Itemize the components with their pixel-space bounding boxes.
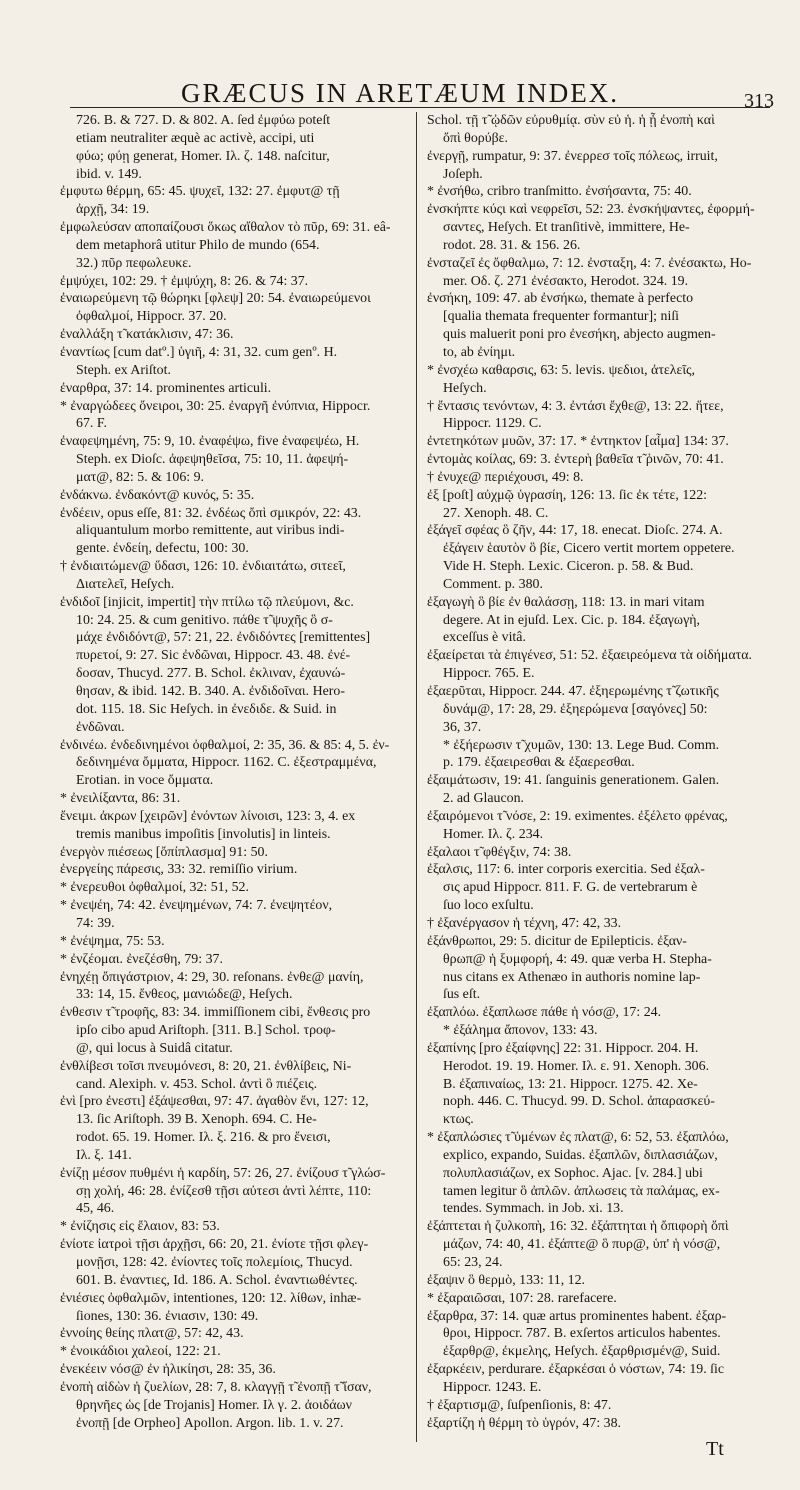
index-line: 36, 37.: [443, 719, 482, 735]
index-line: ἐξαρθρα, 37: 14. quæ artus prominentes habent. ἐξαρ-: [427, 1308, 727, 1324]
index-line: ἐξ [poſt] αὐχμῷ ὑγρασίη, 126: 13. ſic ἐκ τέτε, 122:: [427, 487, 708, 503]
index-line: μάζων, 74: 40, 41. ἐξάπτε@ ὃ πυρ@, ὑπ' ἡ νόσ@,: [443, 1237, 721, 1253]
index-line: ἐντομὰς κοίλας, 69: 3. ἐντερὴ βαθεῖα τ̃ ῥινῶν, 70: 41.: [427, 452, 724, 468]
index-line: @, qui locus à Suidâ citatur.: [76, 1040, 233, 1056]
index-line: † ἐξαρτισμ@, ſuſpenſionis, 8: 47.: [427, 1397, 612, 1413]
index-line: ipſo cibo apud Ariſtoph. [311. B.] Schol. τροφ-: [76, 1023, 336, 1039]
index-line: * ἐναργώδεες ὄνειροι, 30: 25. ἐναργῆ ἐνύπνια, Hippocr.: [60, 398, 371, 414]
index-line: † ἐξανέργασον ἡ τέχνη, 47: 42, 33.: [427, 915, 622, 931]
index-line: ἐνδέειν, opus eſſe, 81: 32. ἐνδέως ὄπὶ σμικρόν, 22: 43.: [60, 505, 362, 521]
index-line: Schol. τῇ τ̃ ᾠδῶν εὐρυθμίᾳ. σὺν εὐ ἡ. ἡ ᾖ ἐνοπὴ καὶ: [427, 113, 715, 128]
index-line: * ἐνίζησις εἰς ἔλαιον, 83: 53.: [60, 1219, 220, 1235]
index-line: † ἐνδιαιτώμεν@ ὕδασι, 126: 10. ἐνδιαιτάτω, σιτεεῖ,: [60, 559, 346, 575]
index-line: ſus eſt.: [443, 987, 481, 1003]
index-line: ἐνδάκνω. ἐνδακόντ@ κυνός, 5: 35.: [60, 487, 255, 503]
index-line: ὀφθαλμοί, Hippocr. 37. 20.: [76, 309, 227, 325]
index-line: ἐξαρκέειν, perdurare. ἐξαρκέσαι ὁ νόστων, 74: 19. ſic: [427, 1362, 725, 1378]
index-line: Ιλ. ξ. 141.: [76, 1147, 132, 1163]
index-line: ἐνίοτε ἰατροὶ τῇσι ἀρχῇσι, 66: 20, 21. ἐνίοτε τῇσι φλεγ-: [60, 1237, 369, 1253]
index-line: δοσαν, Thucyd. 277. B. Schol. ἐκλιναν, ἐχαυνώ-: [76, 666, 346, 682]
running-head: GRÆCUS IN ARETÆUM INDEX.: [180, 78, 620, 108]
index-line: δεδινημένα ὄμματα, Hippocr. 1162. C. ἐξεστραμμένα,: [76, 755, 377, 771]
index-line: δυνάμ@, 17: 28, 29. ἐξηερώμενα [σαγόνες] 50:: [443, 701, 708, 717]
index-line: ἔνειμι. ἀκρων [χειρῶν] ἐνόντων λίνοισι, 123: 3, 4. ex: [60, 808, 356, 824]
index-line: Steph. ex Ariſtot.: [76, 362, 171, 378]
index-line: ſiones, 130: 36. ἐνιασιν, 130: 49.: [76, 1308, 259, 1324]
index-line: ἐναφεψημένη, 75: 9, 10. ἐναφέψω, five ἐναφεψέω, H.: [60, 434, 360, 450]
index-line: explico, expando, Suidas. ἐξαπλῶν, διπλασιάζων,: [443, 1147, 718, 1163]
index-line: tendes. Symmach. in Job. xi. 13.: [443, 1201, 624, 1217]
index-line: rodot. 65. 19. Homer. Ιλ. ξ. 216. & pro ἔνεισι,: [76, 1130, 331, 1146]
index-line: * ἐξαραιῶσαι, 107: 28. rarefacere.: [427, 1290, 617, 1306]
index-line: ματ@, 82: 5. & 106: 9.: [76, 469, 205, 485]
index-line: ἐνεργῇ, rumpatur, 9: 37. ἐνερρεσ τοῖς πόλεως, irruit,: [427, 148, 718, 164]
index-line: σις apud Hippocr. 811. F. G. de vertebrarum è: [443, 880, 698, 896]
index-line: ἐξαρτίζη ἡ θέρμη τὸ ὑγρόν, 47: 38.: [427, 1415, 622, 1431]
index-line: ἐξαλσις, 117: 6. inter corporis exercitia. Sed ἐξαλ-: [427, 862, 705, 878]
index-line: ἐξαερῦται, Hippocr. 244. 47. ἐξηερωμένης τ̃ ζωτικῆς: [427, 684, 719, 699]
index-line: ἐννοίης θείης πλατ@, 57: 42, 43.: [60, 1326, 244, 1342]
index-line: ἐξάγειν ἑαυτὸν ὃ βίε, Cicero vertit mortem oppetere.: [443, 541, 735, 557]
index-line: ἐνθεσιν τ̃ τροφῆς, 83: 34. immiſſionem cibi, ἔνθεσις pro: [60, 1005, 371, 1021]
index-line: φύω; φύῃ generat, Homer. Ιλ. ζ. 148. naſcitur,: [76, 148, 330, 164]
index-line: θησαν, & ibid. 142. B. 340. A. ἐνδιδοῖναι. Hero-: [76, 684, 345, 699]
index-line: ἐναλλάξη τ̃ κατάκλισιν, 47: 36.: [60, 327, 234, 343]
index-line: ἐνσήκη, 109: 47. ab ἐνσήκω, themate à perfecto: [427, 291, 694, 307]
index-line: μάχε ἐνδιδόντ@, 57: 21, 22. ἐνδιδόντες [remittentes]: [76, 630, 371, 646]
index-line: * ἐνσήθω, cribro tranſmitto. ἐνσήσαντα, 75: 40.: [427, 184, 692, 200]
index-line: * ἐνεψέη, 74: 42. ἐνεψημένων, 74: 7. ἐνεψητέον,: [60, 898, 333, 914]
index-line: ἐνδῶναι.: [76, 719, 125, 735]
header-rule: [70, 107, 770, 108]
index-line: * ἐνερευθοι ὀφθαλμοί, 32: 51, 52.: [60, 880, 249, 896]
index-line: * ἐξαπλώσιες τ̃ ὑμένων ἐς πλατ@, 6: 52, 53. ἐξαπλόω,: [427, 1130, 729, 1146]
index-line: 27. Xenoph. 48. C.: [443, 505, 549, 521]
index-line: ἐξαιμάτωσιν, 19: 41. ſanguinis generationem. Galen.: [427, 773, 720, 789]
index-line: ἐνδιδοῖ [injicit, impertit] τὴν πτίλω τῷ πλεύμονι, &c.: [60, 594, 354, 610]
index-line: to, ab ἐνίημι.: [443, 344, 516, 360]
index-line: ἐνὶ [pro ἐνεστι] ἐξάψεσθαι, 97: 47. ἀγαθὸν ἔνι, 127: 12,: [60, 1094, 369, 1110]
index-line: dem metaphorâ utitur Philo de mundo (654.: [76, 237, 320, 253]
index-line: 65: 23, 24.: [443, 1255, 503, 1270]
index-line: 601. B. ἐναντιες, Id. 186. A. Schol. ἐναντιωθέντες.: [76, 1272, 358, 1288]
catchword: Tt: [706, 1438, 724, 1460]
index-line: * ἐνειλίξαντα, 86: 31.: [60, 791, 181, 807]
index-line: B. ἐξαπιναίως, 13: 21. Hippocr. 1275. 42. Xe-: [443, 1076, 698, 1092]
index-line: ἐξαψιν ὃ θερμὸ, 133: 11, 12.: [427, 1272, 585, 1288]
index-line: † ἐνυχε@ περιέχουσι, 49: 8.: [427, 469, 584, 485]
index-line: ἐξάγεῖ σφέας ὃ ζῆν, 44: 17, 18. enecat. Dioſc. 274. A.: [427, 523, 723, 539]
index-line: 13. ſic Ariſtoph. 39 B. Xenoph. 694. C. He-: [76, 1112, 317, 1128]
index-line: ἐνίζῃ μέσον πυθμένι ἡ καρδίη, 57: 26, 27. ἐνίζουσ τ̃ γλώσ-: [60, 1165, 386, 1181]
index-line: tamen legitur ὃ ἀπλῶν. ἀπλωσεις τὰ παλάμας, ex-: [443, 1183, 720, 1199]
index-line: ἐμψύχει, 102: 29. † ἐμψύχη, 8: 26. & 74: 37.: [60, 273, 309, 289]
index-line: † ἔντασις τενόντων, 4: 3. ἐντάσι ἔχθε@, 13: 22. ἥτεε,: [427, 398, 724, 414]
index-line: ἐνδινέω. ἐνδεδινημένοι ὀφθαλμοί, 2: 35, 36. & 85: 4, 5. ἐν-: [60, 737, 390, 753]
index-line: ἐναρθρα, 37: 14. prominentes articuli.: [60, 380, 272, 396]
index-line: Erotian. in voce ὄμματα.: [76, 773, 214, 789]
index-line: ſuo loco exſultu.: [443, 898, 534, 914]
index-line: ἐνηχέῃ ὄπιγάστριον, 4: 29, 30. reſonans. ἐνθε@ μανίη,: [60, 969, 364, 985]
index-line: ἐνεργείης πάρεσις, 33: 32. remiſſio virium.: [60, 862, 298, 878]
right-column: [427, 112, 770, 1442]
index-line: noph. 446. C. Thucyd. 99. D. Schol. ἀπαρασκεύ-: [443, 1094, 715, 1110]
index-line: 74: 39.: [76, 915, 115, 931]
index-line: ἐξάπτεται ἡ ζυλκοπὴ, 16: 32. ἐξάπτηται ἡ ὄπιφορὴ ὄπὶ: [427, 1219, 729, 1235]
index-line: θρηνῆες ὡς [de Trojanis] Homer. Ιλ γ. 2. ἀοιδάων: [76, 1397, 352, 1413]
index-line: aliquantulum morbo remittente, aut viribus indi-: [76, 523, 345, 539]
index-line: Herodot. 19. 19. Homer. Ιλ. ε. 91. Xenoph. 306.: [443, 1058, 710, 1074]
index-line: 2. ad Glaucon.: [443, 791, 525, 807]
index-line: θροι, Hippocr. 787. B. exſertos articulos habentes.: [443, 1326, 721, 1342]
index-line: ἐξαλαοι τ̃ φθέγξιν, 74: 38.: [427, 844, 572, 860]
index-line: ἐνιέσιες ὀφθαλμῶν, intentiones, 120: 12. λίθων, inhæ-: [60, 1290, 362, 1306]
index-line: [qualia themata frequenter formantur]; niſi: [443, 309, 680, 325]
index-line: Hippocr. 765. E.: [443, 666, 535, 682]
index-line: ἐντετηκότων μυῶν, 37: 17. * ἐντηκτον [αἷμα] 134: 37.: [427, 434, 729, 450]
index-line: σῃ χολή, 46: 28. ἐνίζεσθ τῇσι αὐτεσι ἀντὶ λέπτε, 110:: [76, 1183, 372, 1199]
index-line: ἐνθλίβεσι τοῖσι πνευμόνεσι, 8: 20, 21. ἐνθλίβεις, Ni-: [60, 1058, 352, 1074]
index-line: Διατελεῖ, Heſych.: [76, 576, 175, 592]
index-line: κτως.: [443, 1112, 474, 1128]
index-line: ibid. v. 149.: [76, 166, 142, 182]
index-line: 45, 46.: [76, 1201, 115, 1217]
index-line: πολυπλασιάζων, ex Sophoc. Ajac. [v. 284.] ubi: [443, 1165, 703, 1181]
index-line: degere. At in ejuſd. Lex. Cic. p. 184. ἐξαγωγὴ,: [443, 612, 700, 628]
index-line: 726. B. & 727. D. & 802. A. ſed ἐμφύω poteſt: [76, 113, 331, 128]
index-line: ἐξαρθρ@, ἐκμελης, Heſych. ἐξαρθρισμέν@, Suid.: [443, 1344, 721, 1360]
index-line: ἀρχῇ, 34: 19.: [76, 202, 150, 218]
index-line: ἐναιωρεύμενη τῷ θώρηκι [φλεψ] 20: 54. ἐναιωρεύμενοι: [60, 291, 371, 307]
index-line: nus citans ex Athenæo in authoris nomine lap-: [443, 969, 701, 985]
index-line: Comment. p. 380.: [443, 576, 543, 592]
index-line: Joſeph.: [443, 166, 483, 182]
index-line: Hippocr. 1129. C.: [443, 416, 542, 432]
index-line: Vide H. Steph. Lexic. Ciceron. p. 58. & Bud.: [443, 559, 694, 575]
index-line: * ἐνζέομαι. ἐνεζέσθη, 79: 37.: [60, 951, 223, 967]
index-line: ἐξαπλόω. ἐξαπλωσε πάθε ἡ νόσ@, 17: 24.: [427, 1005, 662, 1021]
index-line: ἐμφυτω θέρμη, 65: 45. ψυχεῖ, 132: 27. ἐμφυτ@ τῇ: [60, 184, 340, 200]
index-line: ἐξαπίνης [pro ἐξαίφνης] 22: 31. Hippocr. 204. H.: [427, 1040, 699, 1056]
index-line: πυρετοί, 9: 27. Sic ἐνδῶναι, Hippocr. 43. 48. ἐνέ-: [76, 648, 351, 664]
index-line: * ἐξάλημα ἄπονον, 133: 43.: [443, 1023, 598, 1039]
index-line: Heſych.: [443, 380, 487, 396]
page-number: 313: [744, 90, 774, 112]
index-line: quis maluerit poni pro ἐνεσήκη, abjecto augmen-: [443, 327, 716, 343]
index-line: ἐνεργὸν πιέσεως [ὄπίπλασμα] 91: 50.: [60, 844, 268, 860]
index-line: ἐνεκέειν νόσ@ ἐν ἡλικίησι, 28: 35, 36.: [60, 1362, 276, 1378]
index-line: μονῇσι, 128: 42. ἐνίοντες τοῖς πολεμίοις, Thucyd.: [76, 1255, 353, 1270]
index-line: rodot. 28. 31. & 156. 26.: [443, 237, 581, 253]
index-line: tremis manibus impoſitis [involutis] in linteis.: [76, 826, 331, 842]
index-line: ὄπὶ θορύβε.: [443, 130, 508, 146]
index-line: ἐνσταζεῖ ἐς ὄφθαλμω, 7: 12. ἐνσταξη, 4: 7. ἐνέσακτω, Ho-: [427, 255, 752, 271]
index-line: ἐμφωλεύσαν αποπαίζουσι ὅκως αἴθαλον τὸ πῦρ, 69: 31. eâ-: [60, 220, 391, 236]
index-line: 10: 24. 25. & cum genitivo. πάθε τ̃ ψυχῆς ὃ σ-: [76, 612, 333, 628]
index-line: * ἐνέψημα, 75: 53.: [60, 933, 165, 949]
index-line: ἐνσκήπτε κύςι καὶ νεφρεῖσι, 52: 23. ἐνσκήψαντες, ἐφορμή-: [427, 202, 755, 218]
index-line: etiam neutraliter æquè ac activè, accipi, uti: [76, 130, 315, 146]
left-column: [60, 112, 403, 1442]
index-line: 33: 14, 15. ἔνθεος, μανιώδε@, Heſych.: [76, 987, 293, 1003]
column-divider: [416, 112, 417, 1442]
index-line: gente. ἐνδείη, defectu, 100: 30.: [76, 541, 249, 557]
index-line: 32.) πῦρ πεφωλευκε.: [76, 255, 192, 271]
index-line: dot. 115. 18. Sic Heſych. in ἐνεδιδε. & Suid. in: [76, 701, 337, 717]
index-line: Homer. Ιλ. ζ. 234.: [443, 826, 544, 842]
index-line: ἐξαείρεται τὰ ἐπιγένεσ, 51: 52. ἐξαειρεόμενα τὰ οἰδήματα.: [427, 648, 752, 664]
index-line: ἐξαιρόμενοι τ̃ νόσε, 2: 19. eximentes. ἐξέλετο φρένας,: [427, 808, 728, 824]
index-line: ἐνοπὴ αἰδὼν ἡ ζυελίων, 28: 7, 8. κλαγγῇ τ̃ ἐνοπῇ τ̃ ἴσαν,: [60, 1379, 372, 1395]
index-line: cand. Alexiph. v. 453. Schol. ἀντὶ ὃ πιέζεις.: [76, 1076, 318, 1092]
index-line: ἐξαγωγὴ ὃ βίε ἐν θαλάσσῃ, 118: 13. in mari vitam: [427, 594, 705, 610]
index-line: * ἐνοικάδιοι χαλεοί, 122: 21.: [60, 1344, 221, 1360]
index-line: * ἐνσχέω καθαρσις, 63: 5. levis. ψεδιοι, ἀτελεῖς,: [427, 362, 696, 378]
index-line: σαντες, Heſych. Et tranſitivè, immittere, He-: [443, 220, 690, 236]
index-line: mer. Οδ. ζ. 271 ἐνέσακτο, Herodot. 324. 19.: [443, 273, 689, 289]
index-line: 67. F.: [76, 416, 107, 432]
index-line: exceſſus è vitâ.: [443, 630, 526, 646]
index-line: ἐνοπῇ [de Orpheo] Apollon. Argon. lib. 1. v. 27.: [76, 1415, 344, 1431]
index-line: Hippocr. 1243. E.: [443, 1379, 542, 1395]
index-line: * ἐξήερωσιν τ̃ χυμῶν, 130: 13. Lege Bud. Comm.: [443, 737, 720, 753]
index-line: ἐξάνθρωποι, 29: 5. dicitur de Epilepticis. ἐξαν-: [427, 933, 687, 949]
index-line: θρωπ@ ἡ ξυμφορή, 4: 49. quæ verba H. Stepha-: [443, 951, 712, 967]
index-line: Steph. ex Dioſc. ἀφεψηθεῖσα, 75: 10, 11. ἀφεψή-: [76, 452, 349, 468]
index-line: p. 179. ἐξαειρεσθαι & ἐξαερεσθαι.: [443, 755, 635, 771]
index-line: ἐναντίως [cum datº.] ὑγιῆ, 4: 31, 32. cum genº. H.: [60, 344, 338, 360]
